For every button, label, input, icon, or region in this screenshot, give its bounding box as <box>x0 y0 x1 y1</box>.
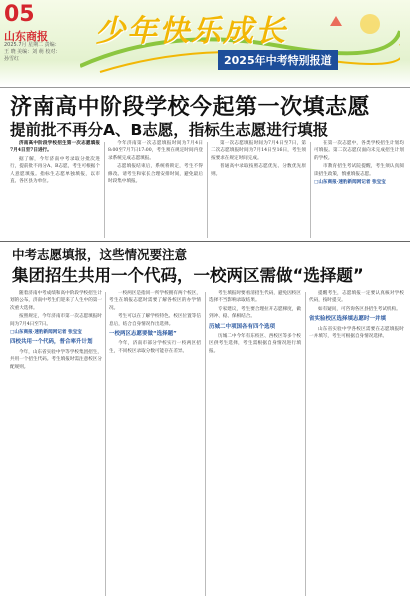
article2-paragraph: 一校两区是指同一所学校拥有两个校区，考生在填报志愿时需要了解各校区的办学情况。 <box>109 291 201 311</box>
article2-paragraph: 历城二中今年有东校区、西校区等多个校区供考生选择，考生需根据自身情况进行填报。 <box>209 334 301 354</box>
page-number: 05 <box>4 2 35 27</box>
article2-headline: 集团招生共用一个代码，一校两区需做“选择题” <box>12 266 364 285</box>
article1-column-1 <box>10 140 100 240</box>
article-divider <box>0 241 410 242</box>
article2-section-heading: 一校两区志愿要做“选择题” <box>109 331 177 338</box>
article1-paragraph: 市教育招生考试院提醒，考生须认真阅读招生政策，慎重填报志愿。 <box>314 164 404 177</box>
article2-paragraph: 山东省实验中学各校区需要在志愿填报时一并填写，考生可根据自身情况选择。 <box>309 326 404 340</box>
article1-headline: 济南高中阶段学校今起第一次填志愿 <box>10 95 371 120</box>
column-rule <box>105 292 106 596</box>
article1-paragraph: 第一次志愿填报时间为7月4日至7日，第二次志愿填报时间为7月14日至16日，考生须按要求在规定时间完成。 <box>211 141 306 161</box>
article1-paragraph: 今年济南第一次志愿填报时间为7月4日8:00至7月7日17:00，考生须在规定时间内登录系统完成志愿填报。 <box>108 141 203 161</box>
article2-paragraph: 考生可以在了解学校特色、校区位置等信息后，结合自身情况作出选择。 <box>109 314 201 327</box>
article2-column-2 <box>109 290 201 598</box>
article2-paragraph: 专家建议，考生要合理拉开志愿梯度，做到冲、稳、保相结合。 <box>209 306 301 320</box>
article1-paragraph: 据了解，今年济南中考录取分批次进行，提前批不再分A、B志愿，考生可根据个人意愿填报。指标生志愿单独填报，以市直、各区县为单位。 <box>10 156 100 185</box>
article2-section-heading: 省实验校区选择填志愿时一并填 <box>309 316 387 323</box>
column-rule <box>310 142 311 238</box>
article1-byline: □山东商报·速豹新闻网记者 张宝宝 <box>314 180 386 186</box>
column-rule <box>207 142 208 238</box>
article2-paragraph: 提醒考生，志愿填报一定要认真核对学校代码，按时提交。 <box>309 291 404 304</box>
article2-column-4 <box>309 290 404 598</box>
article1-subhead: 提前批不再分A、B志愿，指标生志愿进行填报 <box>10 121 329 139</box>
article2-paragraph: 如有疑问，可咨询各区县招生考试机构。 <box>318 306 401 312</box>
article2-section-heading: 历城二中项国各有四个选项 <box>209 323 276 330</box>
article1-paragraph: 普通高中录取按照志愿优先、分数优先原则。 <box>211 164 306 177</box>
banner-title: 少年快乐成长 <box>95 14 287 49</box>
column-rule <box>305 292 306 596</box>
article2-column-1 <box>10 290 102 598</box>
banner-divider <box>0 87 410 88</box>
column-rule <box>104 142 105 238</box>
article2-paragraph: 今年，济南市部分学校实行一校两区招生，不同校区录取分数可能存在差异。 <box>109 341 201 354</box>
article1-column-2 <box>108 140 203 240</box>
article2-paragraph: 随着济南中考成绩和高中阶段学校招生计划的公布，济南中考生们迎来了人生中的第一次重大选择。 <box>10 291 102 311</box>
article1-paragraph: 在第一次志愿中，各类学校招生计划均可填报。第二次志愿仅面向未完成招生计划的学校。 <box>314 141 404 161</box>
article2-kicker: 中考志愿填报，这些情况要注意 <box>12 247 188 262</box>
masthead-banner <box>0 0 410 86</box>
publication-meta: 2025.7月 星期二 责编：王 晓 美编：刘 萌 校对：孙雪红 <box>4 42 61 62</box>
article2-paragraph: 考生填报时要看清招生代码，避免因校区选择不当影响录取结果。 <box>209 291 301 304</box>
article2-section-heading: 四校共用一个代码，普合率升计划 <box>10 339 93 346</box>
column-rule <box>205 292 206 596</box>
article1-column-3 <box>211 140 306 240</box>
article1-column-4 <box>314 140 404 240</box>
article1-paragraph: 志愿填报结束后，系统将锁定，考生不得修改。请考生和家长合理安排时间，避免最后时段集中填报。 <box>108 164 203 185</box>
article2-column-3 <box>209 290 301 598</box>
article2-byline: □山东商报·速豹新闻网记者 张宝宝 <box>10 330 82 336</box>
article2-paragraph: 今年，山东省实验中学等学校集团招生，共用一个招生代码。考生填报时需注意校区分配规则。 <box>10 349 102 370</box>
article2-paragraph: 按照规定，今年济南市第一次志愿填报时间为7月4日至7日。 <box>10 314 102 327</box>
publication-name: 山东商报 <box>4 30 48 43</box>
column-name: 2025年中考特别报道 <box>218 50 338 70</box>
article1-paragraph: 济南高中阶段学校招生第一次志愿填报7月4日至7日进行。 <box>10 141 100 154</box>
